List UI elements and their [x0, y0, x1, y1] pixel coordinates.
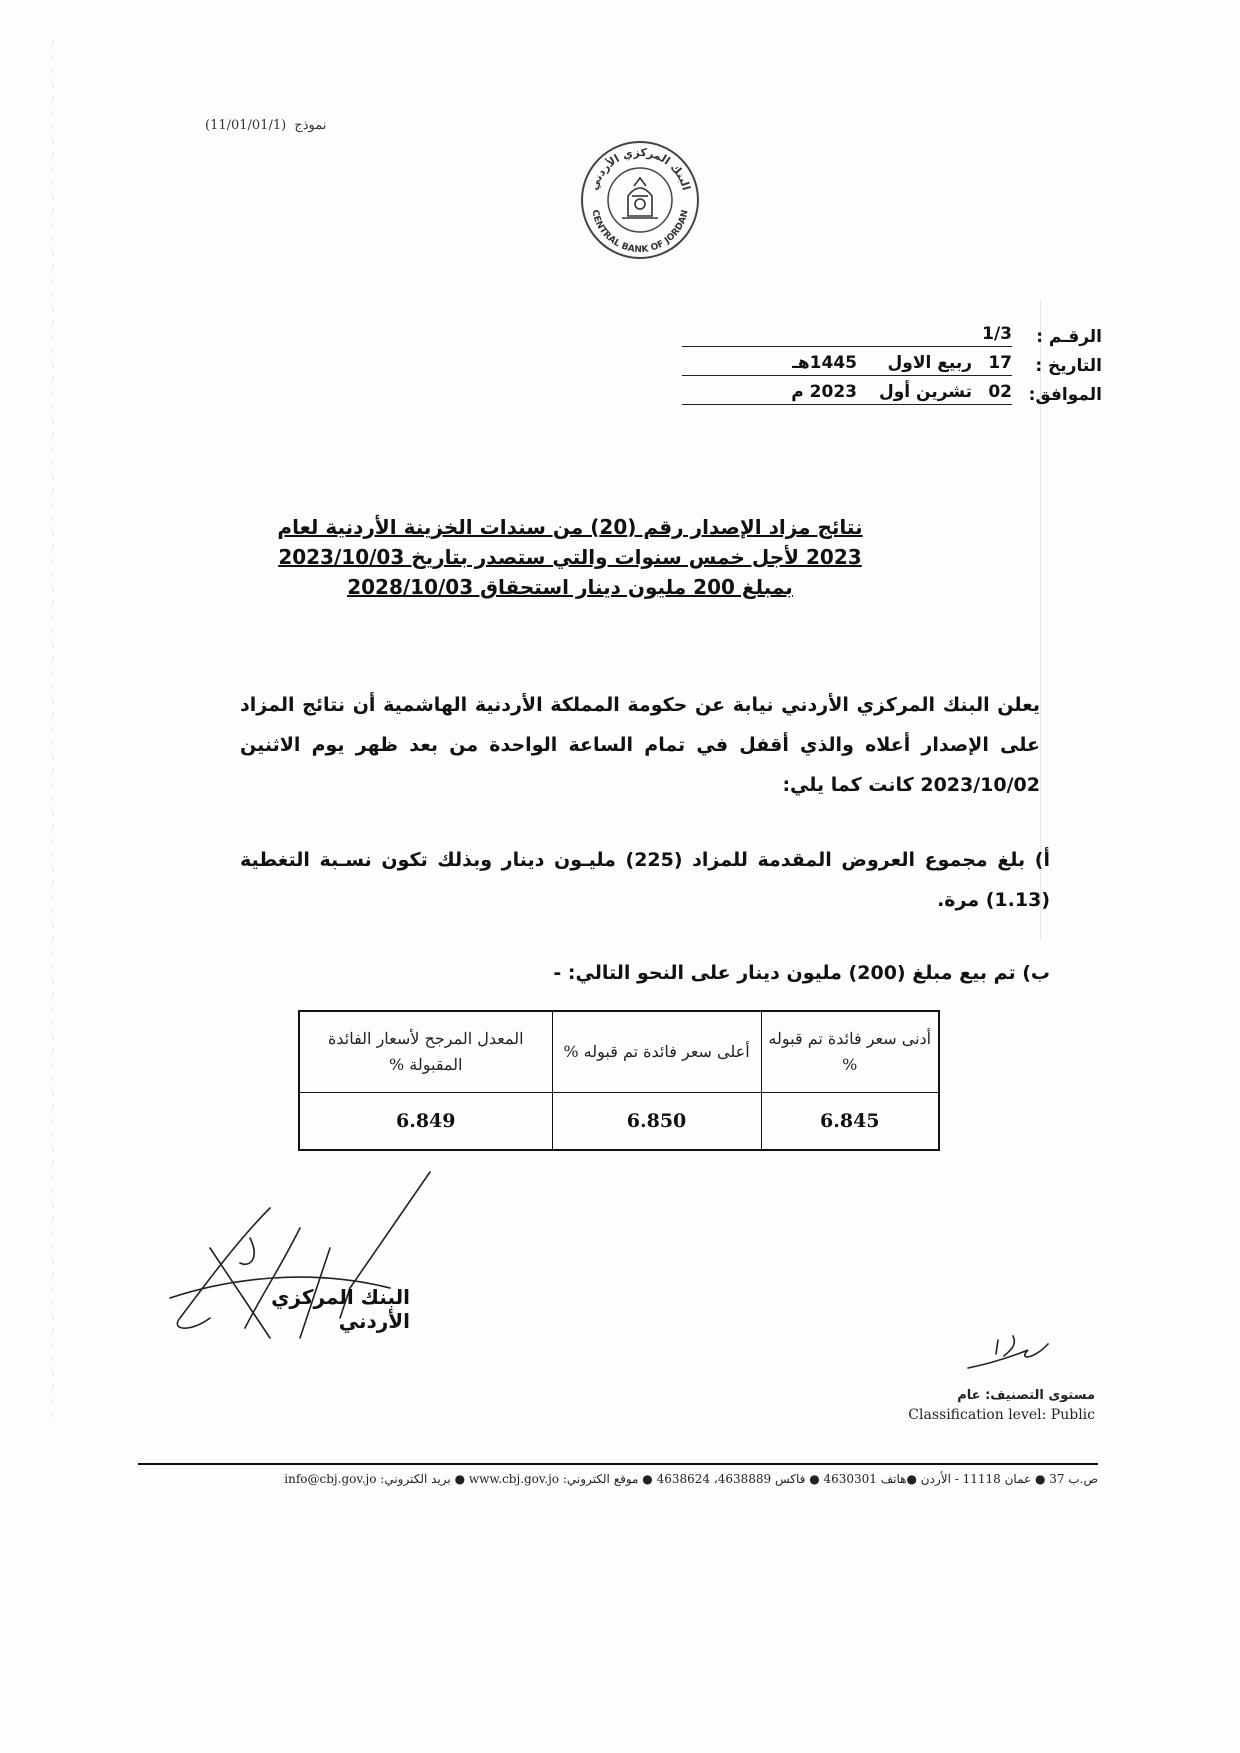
classification-english: Classification level: Public	[908, 1407, 1095, 1423]
seal-arabic-text: البنك المركزي الأردني	[587, 145, 693, 192]
gregorian-year: 2023 م	[791, 382, 857, 402]
classification-arabic: مستوى التصنيف: عام	[957, 1388, 1095, 1403]
reference-block	[582, 318, 1102, 405]
form-number-value: (11/01/01/1)	[205, 118, 287, 133]
number-field	[682, 324, 1012, 347]
interest-rates-table	[298, 1010, 940, 1151]
gregorian-date-field	[682, 382, 1012, 405]
hijri-month: ربيع الاول	[887, 353, 972, 373]
table-row	[299, 1093, 939, 1151]
number-value: 1/3	[982, 324, 1012, 344]
scan-artifact-left	[52, 40, 53, 1420]
seal-english-text: CENTRAL BANK OF JORDAN	[589, 208, 691, 256]
hijri-date-row	[582, 347, 1102, 376]
gregorian-date-label: الموافق:	[1028, 385, 1102, 405]
document-title	[240, 512, 900, 602]
number-label: الرقـم :	[1036, 327, 1102, 347]
form-number-label: نموذج	[294, 118, 327, 133]
value-weighted-avg-rate: 6.849	[299, 1093, 552, 1151]
item-b-amount-sold: ب) تم بيع مبلغ (200) مليون دينار على النحو التالي: -	[553, 962, 1050, 984]
gregorian-day: 02	[988, 382, 1012, 402]
title-line-2: 2023 لأجل خمس سنوات والتي ستصدر بتاريخ 2023/10/03	[278, 545, 862, 569]
form-number	[205, 118, 326, 133]
svg-text:البنك المركزي الأردني	[587, 146, 693, 192]
footer-divider	[138, 1463, 1098, 1465]
initials-icon	[958, 1330, 1068, 1380]
central-bank-seal-icon	[578, 138, 702, 262]
value-min-rate: 6.845	[761, 1093, 939, 1151]
value-max-rate: 6.850	[552, 1093, 761, 1151]
footer-contact	[138, 1472, 1098, 1486]
header-min-rate: أدنى سعر فائدة تم قبوله %	[761, 1011, 939, 1093]
hijri-day: 17	[988, 353, 1012, 373]
gregorian-month: تشرين أول	[878, 382, 972, 402]
table-header-row	[299, 1011, 939, 1093]
header-max-rate: أعلى سعر فائدة تم قبوله %	[552, 1011, 761, 1093]
classification-block	[908, 1388, 1095, 1423]
announcement-paragraph: يعلن البنك المركزي الأردني نيابة عن حكومة المملكة الأردنية الهاشمية أن نتائج المزاد على الإصدار أعلاه والذي أقفل في تمام الساعة الواحدة من بعد ظهر يوم الاثنين 2023/10/02 كانت كما يلي:	[240, 694, 1040, 796]
title-line-3: بمبلغ 200 مليون دينار استحقاق 2028/10/03	[347, 575, 793, 599]
title-line-1: نتائج مزاد الإصدار رقم (20) من سندات الخزينة الأردنية لعام	[277, 515, 863, 539]
hijri-date-field	[682, 353, 1012, 376]
header-weighted-avg-rate: المعدل المرجح لأسعار الفائدة المقبولة %	[299, 1011, 552, 1093]
footer-address: ص.ب 37 ● عمان 11118 - الأردن ●هاتف 4630301 ● فاكس 4638889، 4638624 ● موقع الكتروني: www.cbj.gov.jo ● بريد الكتروني: info@cbj.gov.jo	[284, 1472, 1098, 1486]
hijri-date-label: التاريخ :	[1035, 356, 1102, 376]
gregorian-date-row	[582, 376, 1102, 405]
signatory-name: البنك المركزي الأردني	[271, 1285, 410, 1333]
item-a-total-bids: أ) بلغ مجموع العروض المقدمة للمزاد (225) مليـون دينار وبذلك تكون نسـبة التغطية (1.13) مرة.	[240, 849, 1050, 911]
hijri-year: 1445هـ	[792, 353, 857, 373]
number-row	[582, 318, 1102, 347]
